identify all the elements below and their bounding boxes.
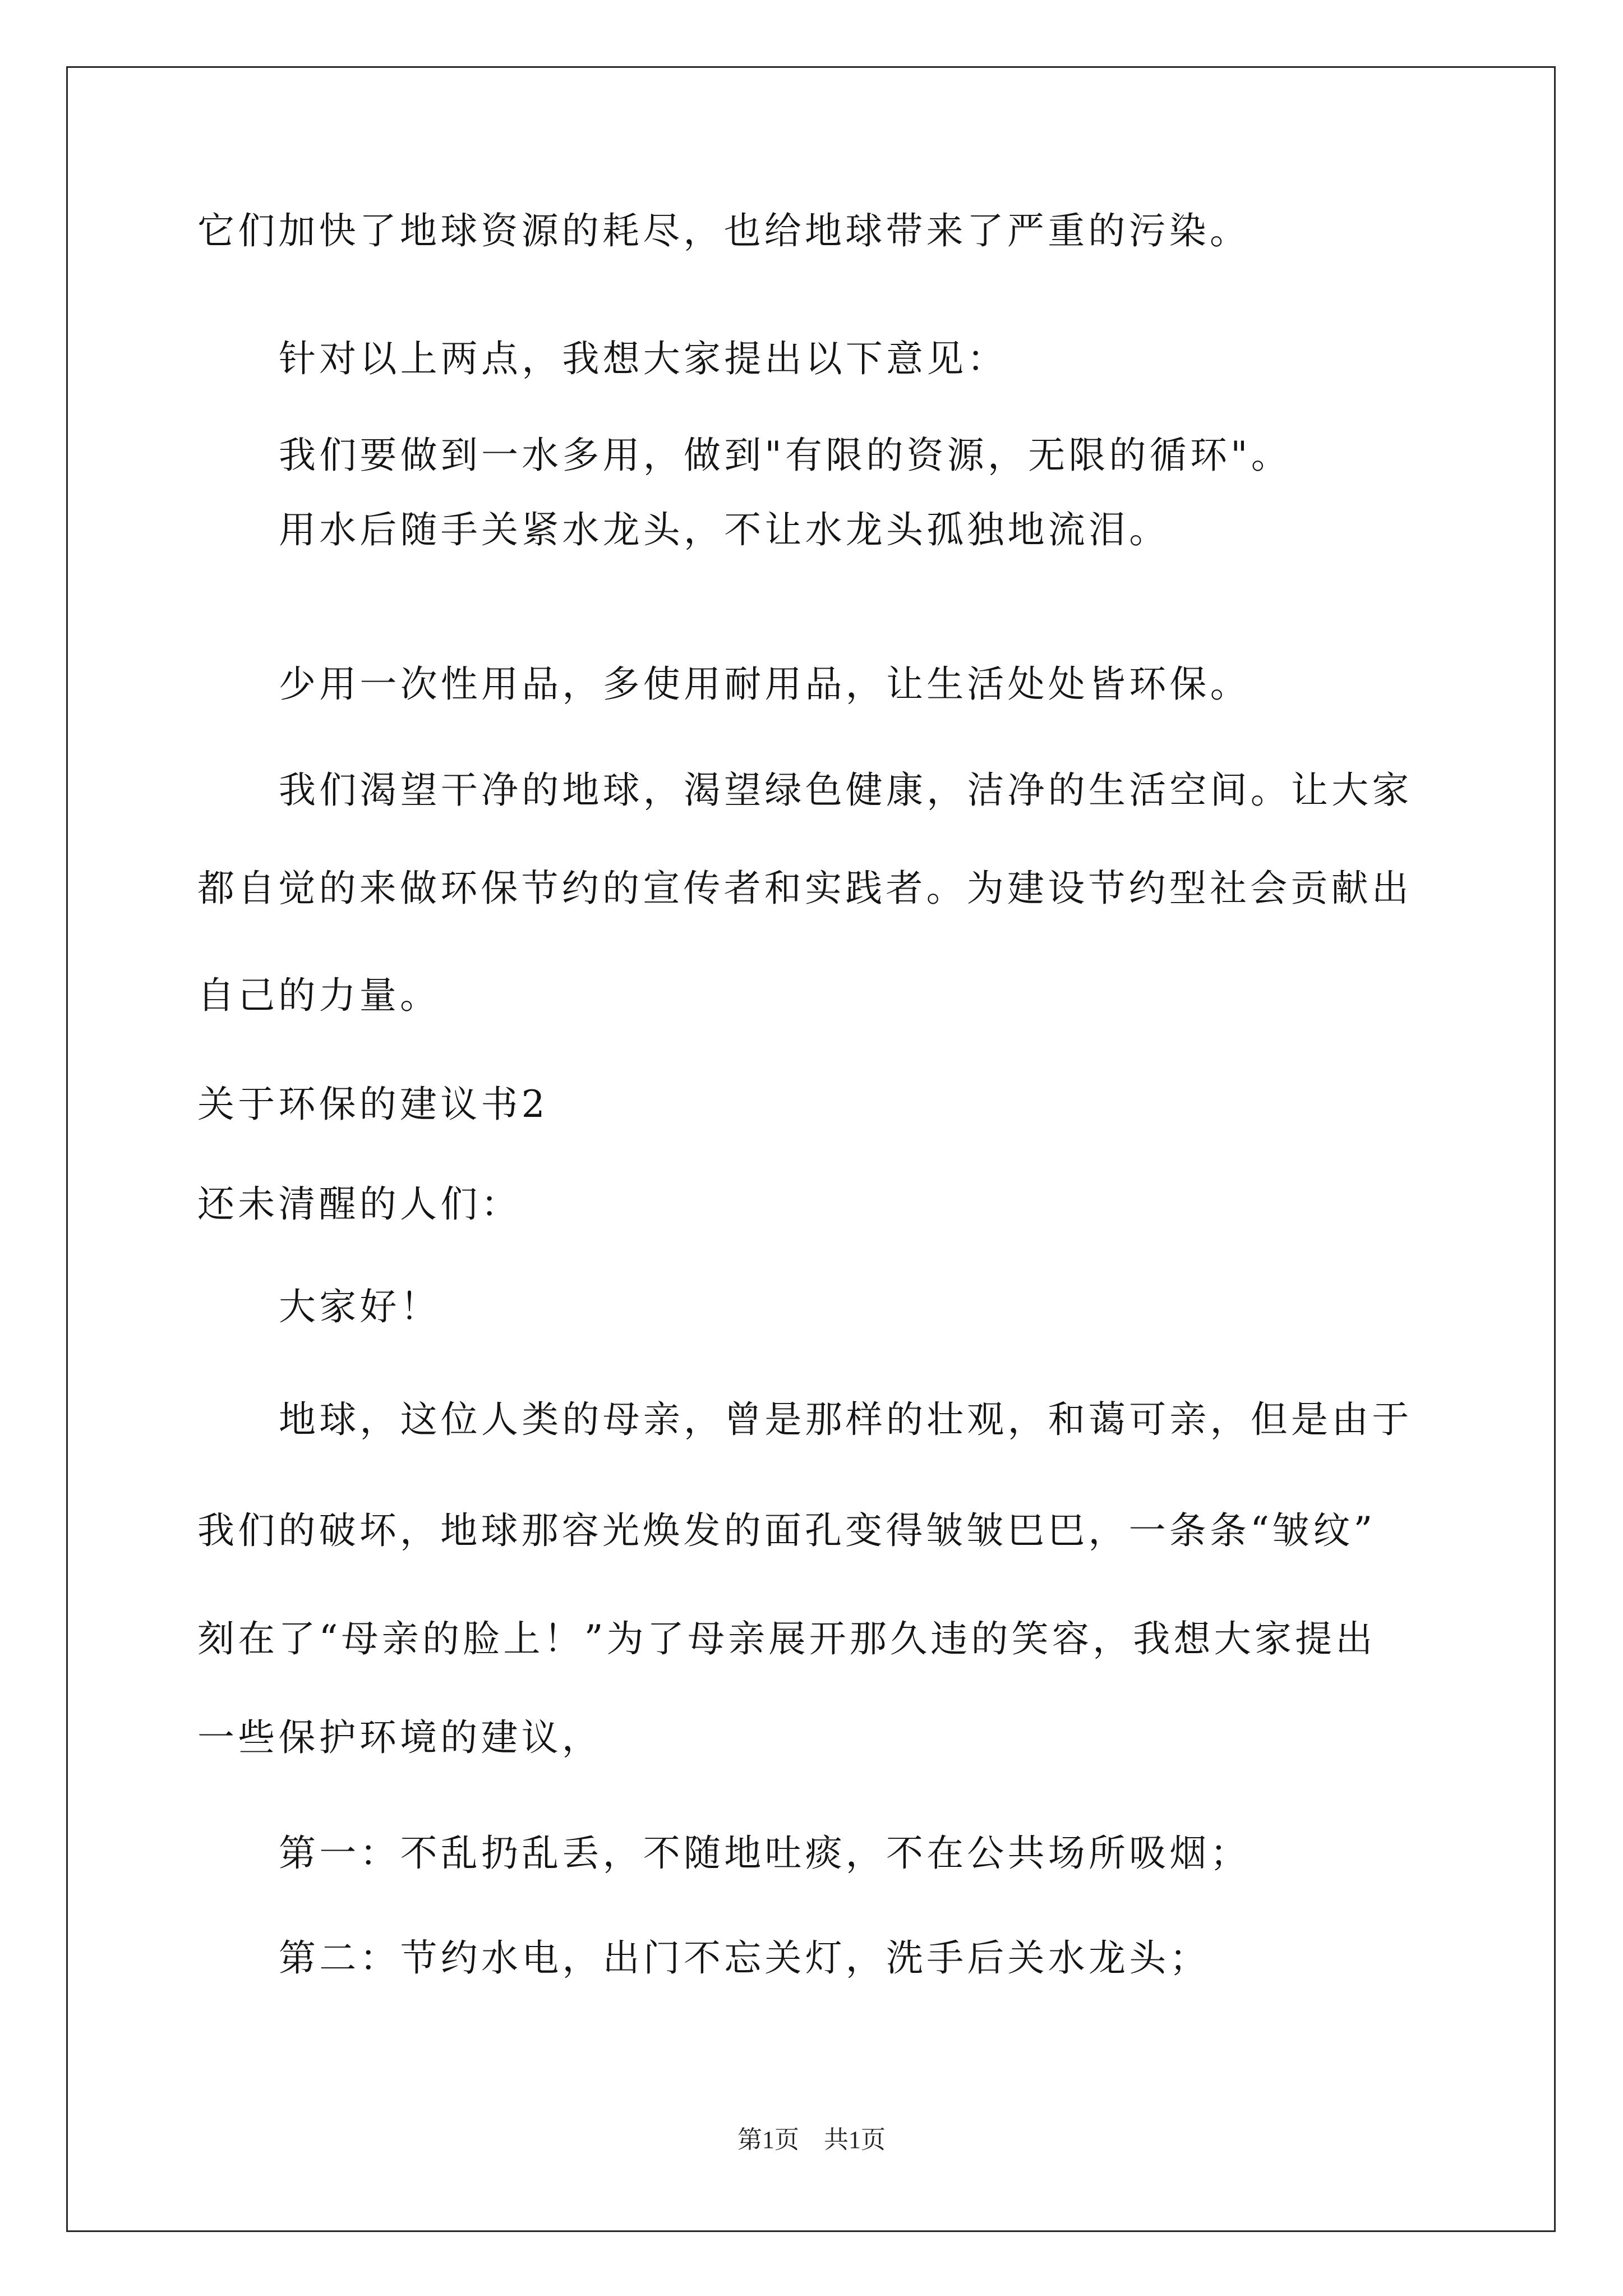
paragraph-line-3: 我们要做到一水多用，做到"有限的资源，无限的循环"。: [279, 434, 1292, 477]
paragraph-line-12: 一些保护环境的建议，: [197, 1716, 602, 1759]
salutation-line: 还未清醒的人们：: [197, 1182, 522, 1226]
list-item-1: 第一：不乱扔乱丢，不随地吐痰，不在公共场所吸烟；: [279, 1832, 1251, 1875]
greeting-line: 大家好！: [279, 1285, 441, 1328]
paragraph-line-10: 我们的破坏，地球那容光焕发的面孔变得皱皱巴巴，一条条“皱纹”: [197, 1509, 1376, 1552]
paragraph-line-1: 它们加快了地球资源的耗尽，也给地球带来了严重的污染。: [197, 209, 1251, 252]
paragraph-line-6: 我们渴望干净的地球，渴望绿色健康，洁净的生活空间。让大家: [279, 769, 1413, 812]
paragraph-line-4: 用水后随手关紧水龙头，不让水龙头孤独地流泪。: [279, 508, 1170, 551]
section-heading: 关于环保的建议书2: [197, 1083, 548, 1126]
page-border: [66, 66, 1556, 2232]
list-item-2: 第二：节约水电，出门不忘关灯，洗手后关水龙头；: [279, 1936, 1210, 1980]
paragraph-line-11: 刻在了“母亲的脸上！”为了母亲展开那久违的笑容，我想大家提出: [197, 1617, 1376, 1660]
paragraph-line-7: 都自觉的来做环保节约的宣传者和实践者。为建设节约型社会贡献出: [197, 867, 1412, 910]
paragraph-line-2: 针对以上两点，我想大家提出以下意见：: [279, 337, 1008, 380]
paragraph-line-5: 少用一次性用品，多使用耐用品，让生活处处皆环保。: [279, 662, 1251, 706]
paragraph-line-9: 地球，这位人类的母亲，曾是那样的壮观，和蔼可亲，但是由于: [279, 1398, 1413, 1441]
paragraph-line-8: 自己的力量。: [197, 974, 441, 1017]
page-number-footer: 第1页 共1页: [737, 2126, 886, 2154]
